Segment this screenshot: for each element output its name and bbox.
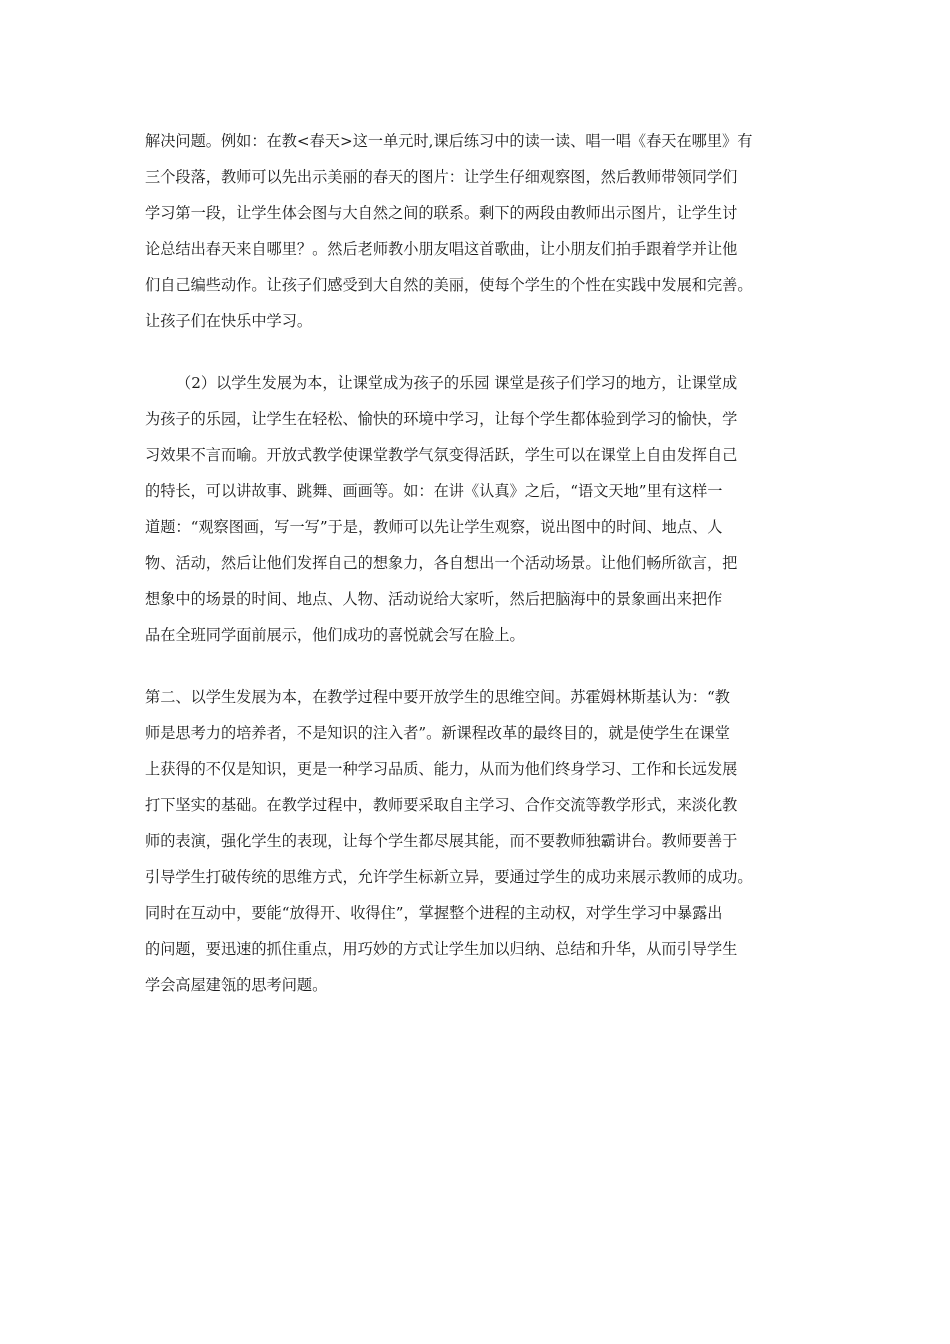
text-line: （2）以学生发展为本，让课堂成为孩子的乐园 课堂是孩子们学习的地方，让课堂成 bbox=[176, 374, 738, 392]
paragraph-2 bbox=[145, 365, 810, 653]
text-line: 为孩子的乐园，让学生在轻松、愉快的环境中学习，让每个学生都体验到学习的愉快，学 bbox=[145, 410, 738, 428]
text-line: 的特长，可以讲故事、跳舞、画画等。如：在讲《认真》之后，“语文天地”里有这样一 bbox=[145, 482, 723, 500]
paragraph-3 bbox=[145, 679, 810, 1003]
paragraph-spacer bbox=[145, 339, 810, 365]
text-line: 同时在互动中，要能“放得开、收得住”，掌握整个进程的主动权，对学生学习中暴露出 bbox=[145, 904, 723, 922]
text-line: 习效果不言而喻。开放式教学使课堂教学气氛变得活跃，学生可以在课堂上自由发挥自己 bbox=[145, 446, 738, 464]
text-line: 三个段落，教师可以先出示美丽的春天的图片：让学生仔细观察图，然后教师带领同学们 bbox=[145, 168, 738, 186]
text-line: 解决问题。例如：在教<春天>这一单元时,课后练习中的读一读、唱一唱《春天在哪里》有 bbox=[145, 132, 753, 150]
text-line: 上获得的不仅是知识，更是一种学习品质、能力，从而为他们终身学习、工作和长远发展 bbox=[145, 760, 738, 778]
text-line: 让孩子们在快乐中学习。 bbox=[145, 312, 313, 330]
document-page bbox=[145, 123, 810, 1003]
text-line: 的问题，要迅速的抓住重点，用巧妙的方式让学生加以归纳、总结和升华，从而引导学生 bbox=[145, 940, 738, 958]
text-line: 道题：“观察图画，写一写”于是，教师可以先让学生观察，说出图中的时间、地点、人 bbox=[145, 518, 723, 536]
text-line: 论总结出春天来自哪里？。然后老师教小朋友唱这首歌曲，让小朋友们拍手跟着学并让他 bbox=[145, 240, 738, 258]
text-line: 引导学生打破传统的思维方式，允许学生标新立异，要通过学生的成功来展示教师的成功。 bbox=[145, 868, 753, 886]
text-line: 学会高屋建瓴的思考问题。 bbox=[145, 976, 328, 994]
text-line: 品在全班同学面前展示，他们成功的喜悦就会写在脸上。 bbox=[145, 626, 525, 644]
text-line: 师是思考力的培养者，不是知识的注入者”。新课程改革的最终目的，就是使学生在课堂 bbox=[145, 724, 730, 742]
paragraph-1 bbox=[145, 123, 810, 339]
text-line: 想象中的场景的时间、地点、人物、活动说给大家听，然后把脑海中的景象画出来把作 bbox=[145, 590, 723, 608]
text-line: 物、活动，然后让他们发挥自己的想象力，各自想出一个活动场景。让他们畅所欲言，把 bbox=[145, 554, 738, 572]
text-line: 们自己编些动作。让孩子们感受到大自然的美丽，使每个学生的个性在实践中发展和完善。 bbox=[145, 276, 753, 294]
text-line: 师的表演，强化学生的表现，让每个学生都尽展其能，而不要教师独霸讲台。教师要善于 bbox=[145, 832, 738, 850]
text-line: 打下坚实的基础。在教学过程中，教师要采取自主学习、合作交流等教学形式，来淡化教 bbox=[145, 796, 738, 814]
text-line: 第二、以学生发展为本，在教学过程中要开放学生的思维空间。苏霍姆林斯基认为：“教 bbox=[145, 688, 730, 706]
paragraph-spacer bbox=[145, 653, 810, 679]
text-line: 学习第一段，让学生体会图与大自然之间的联系。剩下的两段由教师出示图片，让学生讨 bbox=[145, 204, 738, 222]
